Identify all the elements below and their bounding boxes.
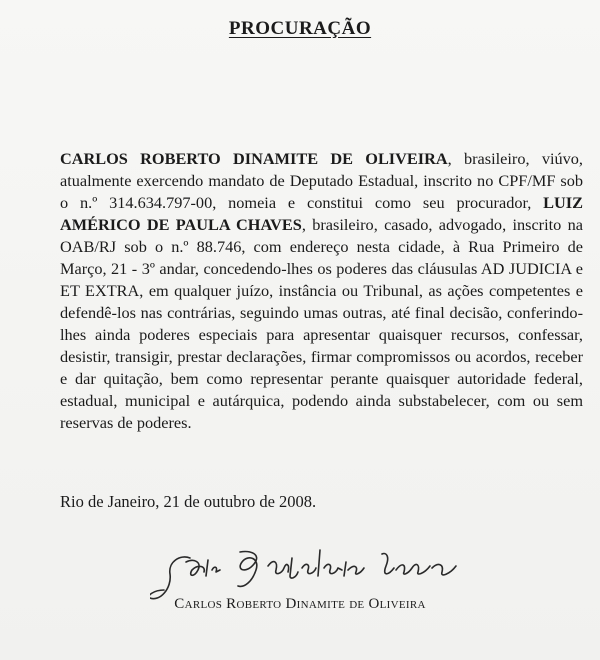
document-title: PROCURAÇÃO bbox=[228, 18, 372, 39]
document-body bbox=[60, 148, 583, 434]
grantor-name: CARLOS ROBERTO DINAMITE DE OLIVEIRA bbox=[60, 149, 448, 168]
place-and-date: Rio de Janeiro, 21 de outubro de 2008. bbox=[60, 492, 317, 511]
attorney-name: LUIZ AMÉRICO DE PAULA CHAVES bbox=[60, 193, 583, 234]
body-text-part2: , brasileiro, casado, advogado, inscrito na OAB/RJ sob o n.º 88.746, com endereço nesta cidade, à Rua Primeiro de Março, 21 - 3º andar, concedendo-lhes os poderes das cláusulas AD JUDICIA e ET EXTRA, em qualquer juízo, instância ou Tribunal, as ações competentes e defendê-los nas contrárias, seguindo umas outras, até final decisão, conferindo-lhes ainda poderes especiais para apresentar quaisquer recursos, confessar, desistir, transigir, prestar declarações, firmar compromissos ou acordos, receber e dar quitação, bem como representar perante quaisquer autoridade federal, estadual, municipal e autárquica, podendo ainda substabelecer, com ou sem reservas de poderes. bbox=[60, 215, 583, 432]
body-text-part1: , brasileiro, viúvo, atualmente exercendo mandato de Deputado Estadual, inscrito no CPF/MF sob o n.º 314.634.797-00, nomeia e constitui como seu procurador, bbox=[60, 149, 583, 212]
signer-name: Carlos Roberto Dinamite de Oliveira bbox=[174, 596, 426, 612]
